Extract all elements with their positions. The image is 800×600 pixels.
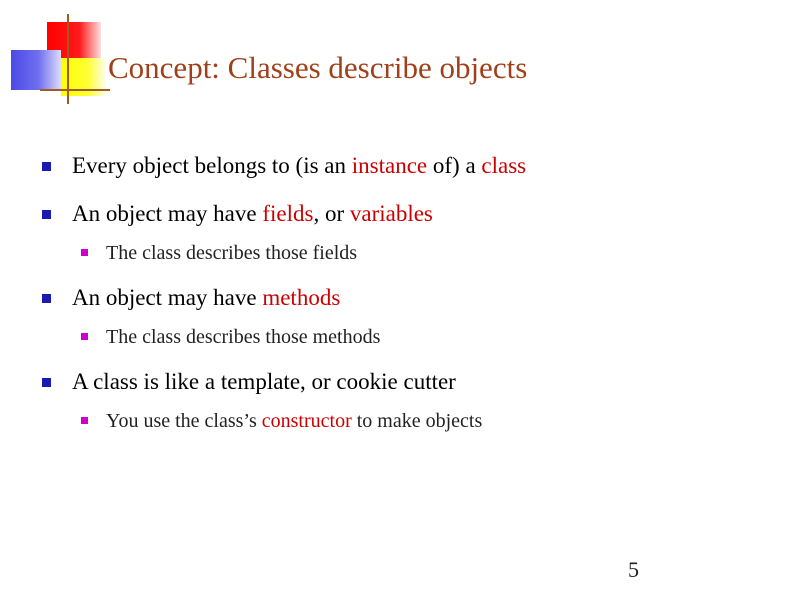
- highlighted-term: instance: [351, 153, 428, 178]
- sub-bullet-item: [106, 410, 482, 433]
- highlighted-term: methods: [262, 285, 341, 310]
- bullet-square-icon: [42, 294, 51, 303]
- sub-bullet-square-icon: [81, 333, 88, 340]
- bullet-item: [72, 153, 526, 179]
- bullet-item: [72, 285, 340, 311]
- bullet-text: to make objects: [351, 410, 483, 432]
- bullet-text: An object may have: [72, 201, 263, 226]
- bullet-square-icon: [42, 210, 51, 219]
- bullet-text: , or: [313, 201, 350, 226]
- highlighted-term: class: [481, 153, 527, 178]
- page-number: 5: [628, 557, 639, 582]
- highlighted-term: fields: [262, 201, 314, 226]
- sub-bullet-square-icon: [81, 417, 88, 424]
- bullet-square-icon: [42, 162, 51, 171]
- bullet-text: The class describes those methods: [106, 326, 381, 348]
- sub-bullet-item: [106, 326, 380, 349]
- bullet-text: A class is like a template, or cookie cutter: [72, 369, 456, 394]
- sub-bullet-square-icon: [81, 249, 88, 256]
- highlighted-term: constructor: [261, 410, 352, 432]
- logo-horizontal-line: [40, 89, 110, 91]
- logo-blue-square: [11, 50, 61, 90]
- bullet-item: [72, 369, 456, 395]
- slide-title: Concept: Classes describe objects: [108, 50, 528, 85]
- bullet-text: An object may have: [72, 285, 263, 310]
- bullet-text: The class describes those fields: [106, 242, 358, 264]
- bullet-square-icon: [42, 378, 51, 387]
- bullet-item: [72, 201, 433, 227]
- sub-bullet-item: [106, 242, 357, 265]
- bullet-text: You use the class’s: [106, 410, 262, 432]
- highlighted-term: variables: [349, 201, 433, 226]
- bullet-text: of) a: [427, 153, 482, 178]
- bullet-text: Every object belongs to (is an: [72, 153, 352, 178]
- slide-logo-decoration: [0, 0, 120, 110]
